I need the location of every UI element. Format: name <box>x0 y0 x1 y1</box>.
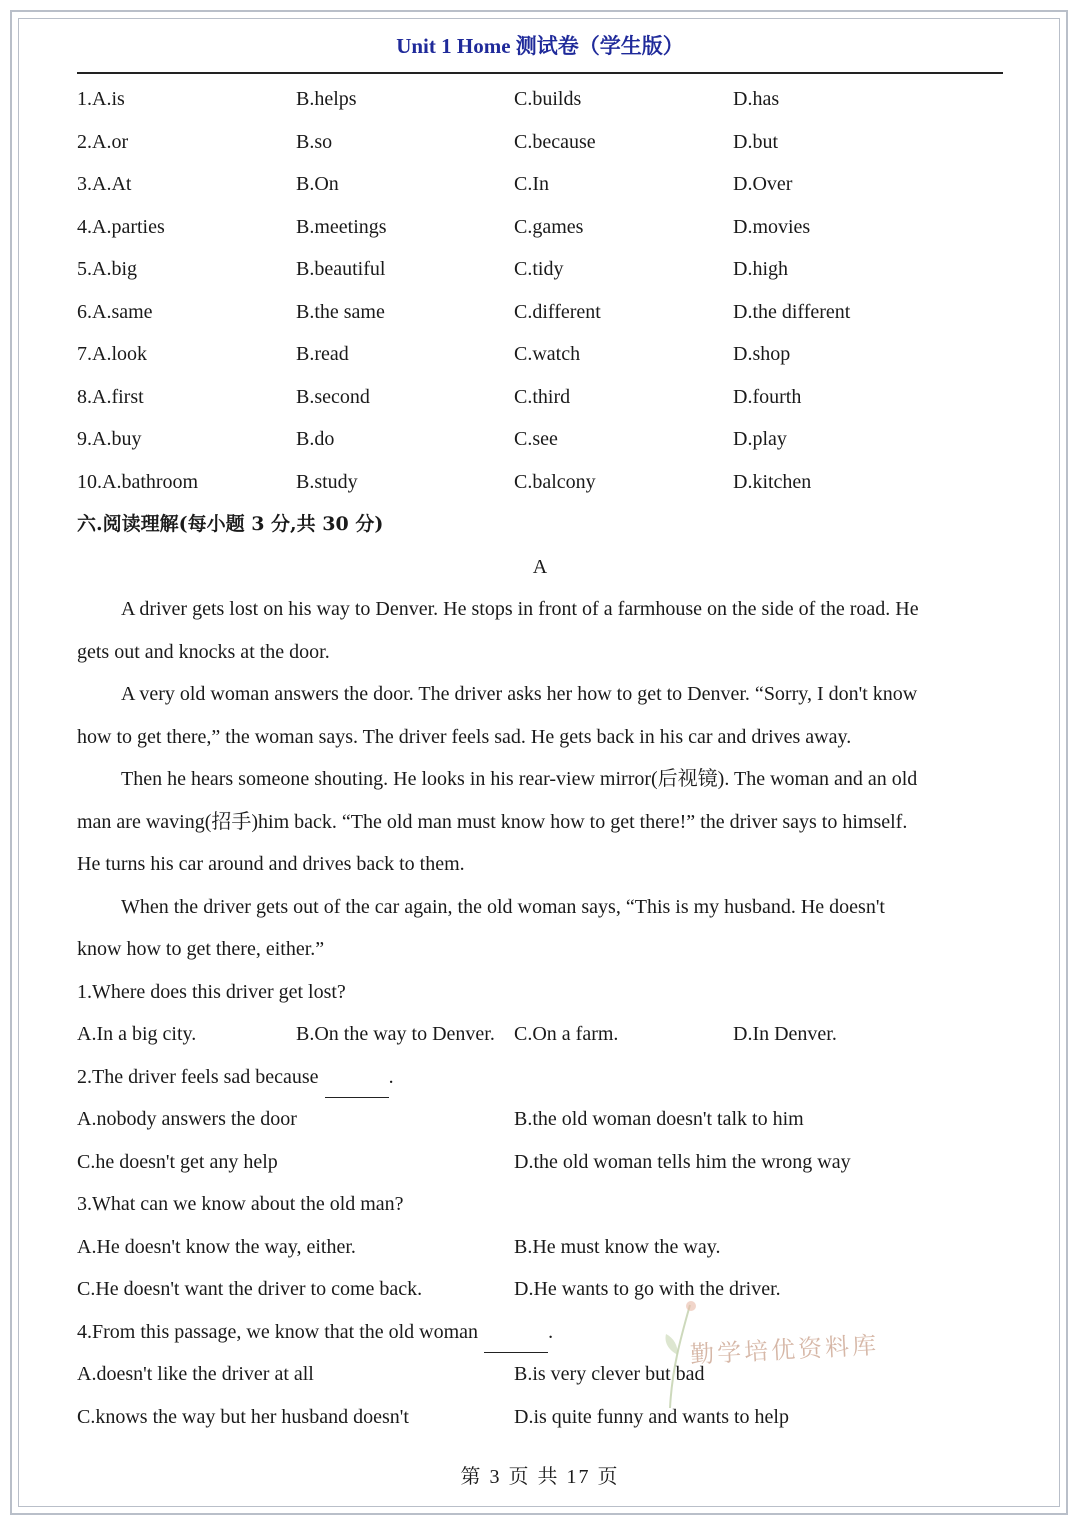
cloze-option-c: C.because <box>514 130 596 153</box>
cloze-option-c: C.see <box>514 428 558 450</box>
cloze-option-a: 3.A.At <box>77 173 132 195</box>
passage-line: how to get there,” the woman says. The driver feels sad. He gets back in his car and drives away. <box>77 725 852 748</box>
cloze-options-list <box>77 78 1003 503</box>
cloze-option-c: C.games <box>514 215 584 238</box>
q2-option-d: D.the old woman tells him the wrong way <box>514 1150 851 1173</box>
cloze-row <box>77 291 1003 334</box>
q4-option-d: D.is quite funny and wants to help <box>514 1405 789 1428</box>
cloze-option-d: D.fourth <box>733 385 802 408</box>
header-divider <box>77 72 1003 74</box>
cloze-option-c: C.balcony <box>514 470 596 493</box>
question-3-options-row-1 <box>77 1226 1003 1269</box>
cloze-option-b: B.the same <box>296 300 385 323</box>
q2-option-c: C.he doesn't get any help <box>77 1150 278 1173</box>
question-3-stem: 3.What can we know about the old man? <box>77 1193 404 1215</box>
cloze-option-b: B.do <box>296 428 335 450</box>
cloze-option-d: D.play <box>733 428 787 450</box>
cloze-row <box>77 163 1003 206</box>
cloze-option-b: B.read <box>296 343 349 365</box>
q1-option-b: B.On the way to Denver. <box>296 1023 495 1045</box>
page-number: 第 3 页 共 17 页 <box>460 1466 620 1488</box>
cloze-option-c: C.builds <box>514 88 582 110</box>
q1-option-a: A.In a big city. <box>77 1023 197 1045</box>
cloze-row <box>77 248 1003 291</box>
cloze-option-c: C.different <box>514 300 601 323</box>
q1-option-d: D.In Denver. <box>733 1023 837 1045</box>
question-3-options-row-2 <box>77 1268 1003 1311</box>
cloze-option-a: 6.A.same <box>77 300 153 323</box>
cloze-option-c: C.tidy <box>514 258 564 280</box>
question-4-options-row-2 <box>77 1396 1003 1439</box>
cloze-option-d: D.kitchen <box>733 470 812 493</box>
cloze-option-d: D.the different <box>733 300 851 323</box>
question-1-stem: 1.Where does this driver get lost? <box>77 980 346 1003</box>
watermark-text: 勤学培优资料库 <box>689 1331 880 1369</box>
q2-stem-end: . <box>388 1065 394 1088</box>
q3-option-d: D.He wants to go with the driver. <box>514 1278 781 1300</box>
cloze-option-b: B.second <box>296 385 370 408</box>
cloze-option-a: 4.A.parties <box>77 215 165 238</box>
q3-option-a: A.He doesn't know the way, either. <box>77 1235 356 1258</box>
passage-line: gets out and knocks at the door. <box>77 640 330 663</box>
question-2-stem <box>77 1056 1003 1099</box>
cloze-option-d: D.shop <box>733 343 791 365</box>
passage-line: Then he hears someone shouting. He looks in his rear-view mirror(后视镜). The woman and an old <box>121 768 918 790</box>
cloze-option-b: B.study <box>296 470 358 493</box>
cloze-option-b: B.so <box>296 130 333 153</box>
cloze-row <box>77 78 1003 121</box>
cloze-option-a: 7.A.look <box>77 343 147 365</box>
reading-passage <box>77 588 1003 971</box>
q4-option-b: B.is very clever but bad <box>514 1363 705 1385</box>
q3-option-b: B.He must know the way. <box>514 1235 721 1258</box>
cloze-option-d: D.has <box>733 88 780 110</box>
q2-option-a: A.nobody answers the door <box>77 1108 297 1130</box>
q2-option-b: B.the old woman doesn't talk to him <box>514 1108 804 1130</box>
document-title: Unit 1 Home 测试卷（学生版） <box>396 34 684 58</box>
cloze-option-d: D.high <box>733 258 788 280</box>
answer-blank <box>484 1326 548 1353</box>
passage-label: A <box>532 555 548 578</box>
cloze-option-d: D.movies <box>733 215 811 238</box>
passage-line: A very old woman answers the door. The driver asks her how to get to Denver. “Sorry, I don't know <box>121 683 918 705</box>
cloze-option-b: B.helps <box>296 88 357 110</box>
cloze-row <box>77 333 1003 376</box>
cloze-row <box>77 418 1003 461</box>
cloze-option-d: D.Over <box>733 173 793 195</box>
cloze-option-c: C.watch <box>514 343 581 365</box>
q4-stem-text: 4.From this passage, we know that the old woman <box>77 1320 479 1343</box>
cloze-option-a: 10.A.bathroom <box>77 470 199 493</box>
cloze-option-a: 1.A.is <box>77 88 125 110</box>
cloze-option-a: 5.A.big <box>77 258 137 280</box>
question-2-options-row-2 <box>77 1141 1003 1184</box>
q2-stem-text: 2.The driver feels sad because <box>77 1065 319 1088</box>
q3-option-c: C.He doesn't want the driver to come back. <box>77 1278 423 1300</box>
passage-line: know how to get there, either.” <box>77 938 325 960</box>
cloze-option-c: C.third <box>514 385 571 408</box>
passage-line: man are waving(招手)him back. “The old man must know how to get there!” the driver says to himself. <box>77 810 908 833</box>
q4-option-a: A.doesn't like the driver at all <box>77 1363 314 1385</box>
cloze-option-b: B.On <box>296 173 339 195</box>
cloze-option-c: C.In <box>514 173 549 195</box>
cloze-option-a: 2.A.or <box>77 130 129 153</box>
section-title: 六.阅读理解(每小题 3 分,共 30 分) <box>77 513 384 535</box>
cloze-row <box>77 376 1003 419</box>
cloze-row <box>77 461 1003 504</box>
cloze-option-a: 9.A.buy <box>77 428 142 450</box>
passage-line: He turns his car around and drives back to them. <box>77 853 465 875</box>
cloze-option-b: B.meetings <box>296 215 387 238</box>
question-2-options-row-1 <box>77 1098 1003 1141</box>
document-body <box>77 78 1003 1438</box>
q4-option-c: C.knows the way but her husband doesn't <box>77 1405 409 1428</box>
q1-option-c: C.On a farm. <box>514 1023 619 1045</box>
passage-line: When the driver gets out of the car again, the old woman says, “This is my husband. He doesn't <box>121 895 885 918</box>
cloze-row <box>77 206 1003 249</box>
cloze-row <box>77 121 1003 164</box>
cloze-option-a: 8.A.first <box>77 385 144 408</box>
question-1-options <box>77 1013 1003 1056</box>
cloze-option-d: D.but <box>733 130 778 153</box>
cloze-option-b: B.beautiful <box>296 258 386 280</box>
q4-stem-end: . <box>548 1320 554 1343</box>
answer-blank <box>325 1071 389 1098</box>
passage-line: A driver gets lost on his way to Denver. He stops in front of a farmhouse on the side of the road. He <box>121 598 919 620</box>
